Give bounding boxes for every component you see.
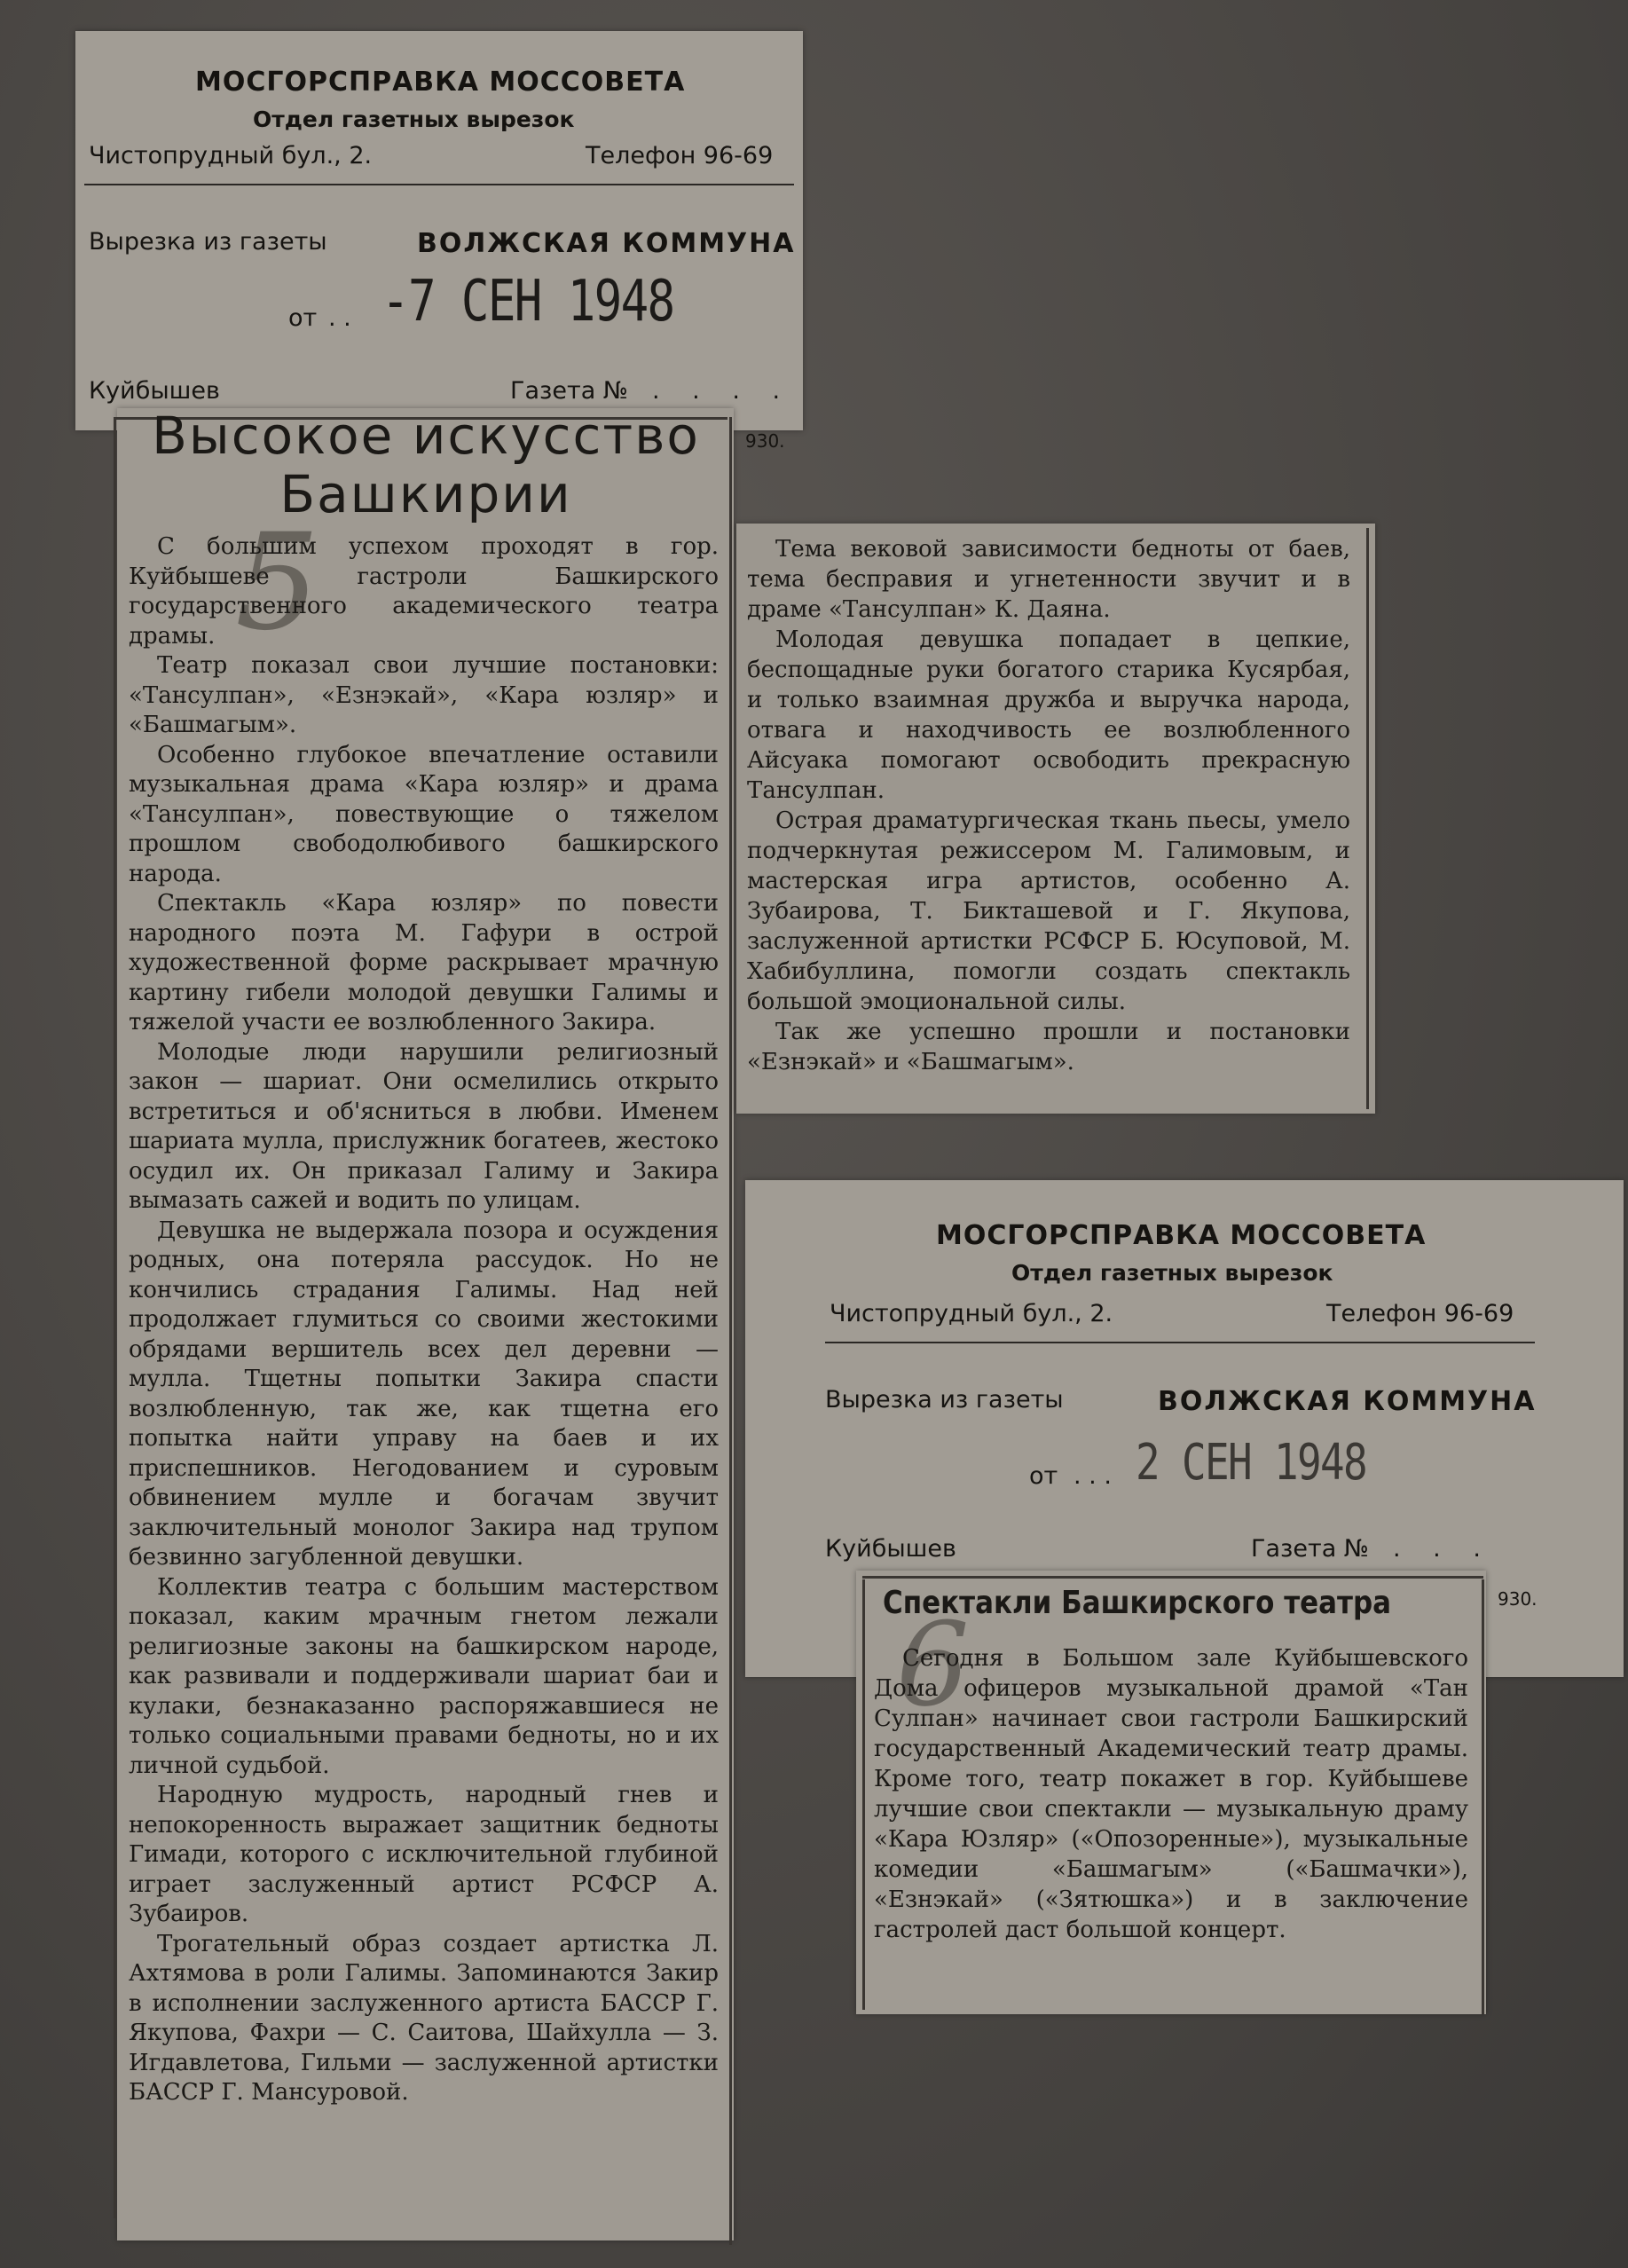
slip-org-name: МОСГОРСПРАВКА МОССОВЕТА [195,67,686,98]
article-1-left-rule [114,417,116,2218]
slip-divider [84,184,794,185]
slip-issue-label: Газета № [1251,1535,1369,1563]
slip-dept-name: Отдел газетных вырезок [1011,1260,1333,1286]
article-1-left-text [129,532,719,2108]
paragraph: Театр показал свои лучшие постановки: «Тансулпан», «Езнэкай», «Кара юзляр» и «Башмагым». [129,652,719,738]
slip-divider [825,1342,1535,1343]
paragraph: Молодые люди нарушили религиозный закон — шариат. Они осмелились открыто встретиться и об'ясниться в любви. Именем шариата мулла, прислужник богатеев, жестоко осудил их. Он приказал Галиму и Закира вымазать сажей и водить по улицам. [129,1038,719,1214]
article-1-column-rule [729,417,732,2245]
paragraph: Тема вековой зависимости бедноты от баев, тема бесправия и угнетенности звучит и в драме «Тансулпан» К. Даяна. [747,536,1350,623]
slip-clip-from-label: Вырезка из газеты [89,228,327,256]
paragraph: Народную мудрость, народный гнев и непокоренность выражает защитник бедноты Гимади, которого с исключительной глубиной играет заслуженный артист РСФСР А. Зубаиров. [129,1782,719,1927]
article-2-text [874,1643,1468,1945]
slip-dept-name: Отдел газетных вырезок [253,106,575,132]
paragraph: Коллектив театра с большим мастерством показал, каким мрачным гнетом лежали религиозные законы на башкирском народе, как развивали и поддерживали шариат баи и кулаки, безнаказанно распоряжавшиеся не только социальными правами бедноты, но и их личной судьбой. [129,1573,719,1779]
slip-newspaper-name: ВОЛЖСКАЯ КОММУНА [1158,1386,1537,1417]
article-2-title: Спектакли Башкирского театра [883,1585,1392,1621]
article-1-right-text [747,534,1350,1077]
slip-date-label: от [1029,1462,1058,1490]
date-stamp: -7 СЕН 1948 [381,269,674,335]
date-stamp: 2 СЕН 1948 [1136,1434,1367,1492]
slip-issue-dots: . . . [1393,1535,1493,1563]
slip-date-dots: . . . [1074,1462,1112,1490]
paragraph: Так же успешно прошли и постановки «Езнэкай» и «Башмагым». [747,1019,1350,1075]
paragraph: Девушка не выдержала позора и осуждения родных, она потеряла рассудок. Но не кончились страдания Галимы. Над ней продолжает глумиться со своими жестокими обрядами вершитель всех дел деревни — мулла. Тщетны попытки Закира спасти возлюбленную, так же, как тщетна его попытка найти управу на баев и их приспешников. Негодованием и суровым обвинением мулле и богачам звучит заключительный монолог Закира над трупом безвинно загубленной девушки. [129,1217,719,1571]
slip-newspaper-name: ВОЛЖСКАЯ КОММУНА [417,228,796,259]
clipping-code-2: 930. [1498,1588,1538,1610]
slip-date-dots: . . [328,304,351,332]
slip-date-label: от [288,304,318,332]
pencil-mark: 5 [235,506,320,660]
slip-city: Куйбышев [825,1535,956,1563]
slip-city: Куйбышев [89,377,220,405]
paragraph: Трогательный образ создает артистка Л. Ахтямова в роли Галимы. Запоминаются Закир в исполнении заслуженного артиста БАССР Г. Якупова, Фахри — С. Саитова, Шайхулла — З. Игдавлетова, Гильми — заслуженной артистки БАССР Г. Мансуровой. [129,1930,719,2106]
article-2-left-rule [862,1579,865,2010]
paragraph: Особенно глубокое впечатление оставили музыкальная драма «Кара юзляр» и драма «Тансулпан», повествующие о тяжелом прошлом свободолюбивого башкирского народа. [129,741,719,887]
article-2-right-rule [1482,1579,1484,2014]
paragraph: Острая драматургическая ткань пьесы, умело подчеркнутая режиссером М. Галимовым, и мастерская игра артистов, особенно А. Зубаирова, Т. Бикташевой и Г. Якупова, заслуженной артистки РСФСР Б. Юсуповой, М. Хабибуллина, помогли создать спектакль большой эмоциональной силы. [747,807,1350,1015]
paragraph: Спектакль «Кара юзляр» по повести народного поэта М. Гафури в острой художественной форме раскрывает мрачную картину гибели молодой девушки Галимы и тяжелой участи ее возлюбленного Закира. [129,890,719,1036]
paragraph: Сегодня в Большом зале Куйбышевского Дома офицеров музыкальной драмой «Тан Сулпан» начинает свои гастроли Башкирский государственный Академический театр драмы. Кроме того, театр покажет в гор. Куйбышеве лучшие свои спектакли — музыкальную драму «Кара Юзляр» («Опозоренные»), музыкальные комедии «Башмагым» («Башмачки»), «Езнэкай» («Зятюшка») и в заключение гастролей даст большой концерт. [874,1645,1468,1943]
paragraph: Молодая девушка попадает в цепкие, беспощадные руки богатого старика Кусярбая, и только взаимная дружба и выручка народа, отвага и находчивость ее возлюбленного Айсуака помогают освободить прекрасную Тансулпан. [747,626,1350,804]
slip-phone: Телефон 96-69 [586,142,774,169]
pencil-mark-2: 6 [896,1597,970,1732]
clipping-code: 930. [745,430,785,452]
slip-phone: Телефон 96-69 [1326,1300,1514,1327]
article-2-top-rule [862,1576,1483,1579]
article-1-title-line-2: Башкирии [279,464,572,524]
clipping-slip-1 [75,31,803,430]
article-1-right-rule [1366,528,1369,1109]
slip-address: Чистопрудный бул., 2. [89,142,373,169]
slip-org-name: МОСГОРСПРАВКА МОССОВЕТА [936,1220,1427,1251]
slip-clip-from-label: Вырезка из газеты [825,1386,1064,1414]
article-1-title [124,406,727,524]
slip-issue-dots: . . . . [652,377,793,405]
article-1-title-line-1: Высокое искусство [152,406,700,466]
slip-address: Чистопрудный бул., 2. [830,1300,1113,1327]
paragraph: С большим успехом проходят в гор. Куйбышеве гастроли Башкирского государственного академического театра драмы. [129,533,719,650]
slip-issue-label: Газета № [510,377,628,405]
